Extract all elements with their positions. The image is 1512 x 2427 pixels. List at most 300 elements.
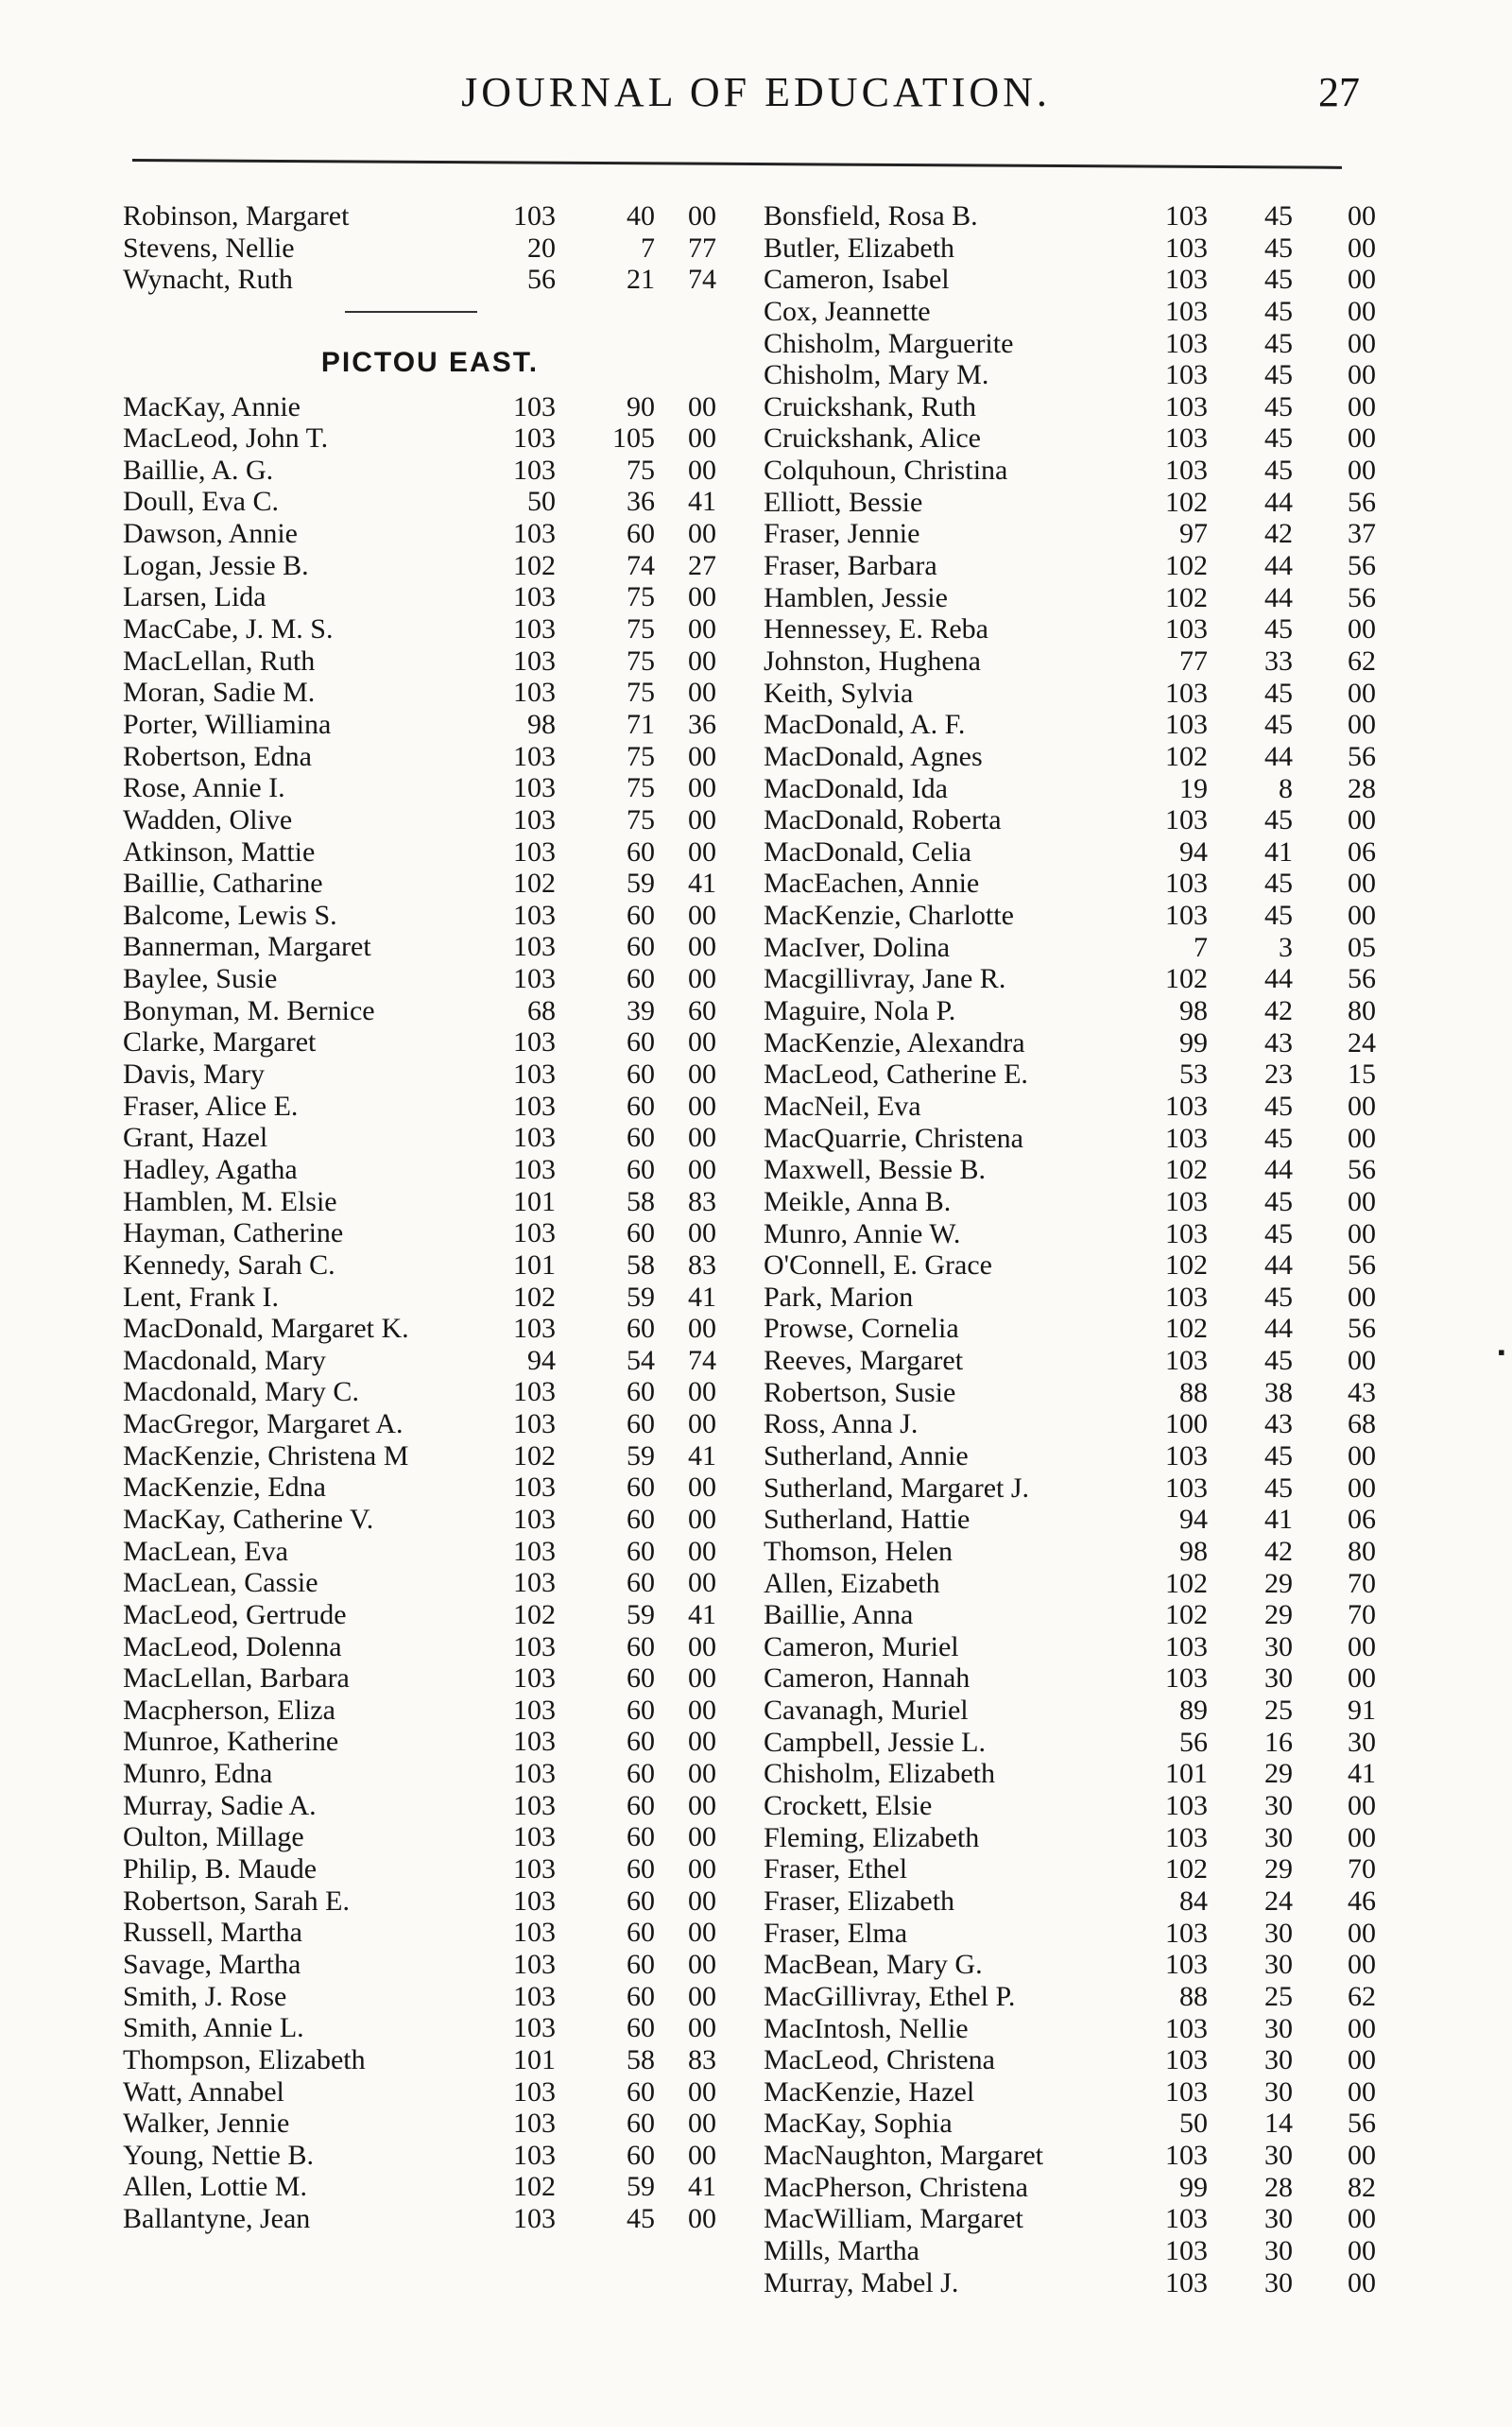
- entry-name: Maxwell, Bessie B.: [764, 1154, 986, 1186]
- entry-days: 103: [1165, 709, 1208, 741]
- entry-days: 103: [513, 1853, 556, 1885]
- entry-cents: 00: [1348, 1090, 1376, 1122]
- table-row: [764, 1249, 1387, 1282]
- entry-name: MacLeod, Dolenna: [123, 1630, 342, 1662]
- entry-name: Allen, Eizabeth: [764, 1567, 940, 1599]
- entry-cents: 00: [1348, 1472, 1376, 1504]
- table-row: [123, 995, 728, 1027]
- entry-name: MacKay, Sophia: [764, 2108, 953, 2140]
- table-row: [123, 1885, 728, 1918]
- entry-days: 103: [1165, 1122, 1208, 1154]
- entry-cents: 70: [1348, 1599, 1376, 1631]
- table-row: [764, 1790, 1387, 1822]
- entry-dollars: 45: [1264, 900, 1293, 932]
- entry-dollars: 75: [627, 677, 655, 709]
- entry-name: MacLellan, Barbara: [123, 1662, 350, 1695]
- entry-dollars: 44: [1264, 963, 1293, 995]
- table-row: [764, 328, 1387, 360]
- table-row: [123, 931, 728, 963]
- table-row: [764, 1758, 1387, 1790]
- entry-cents: 00: [1348, 2140, 1376, 2172]
- table-row: [123, 1059, 728, 1091]
- entry-days: 103: [1165, 1630, 1208, 1662]
- entry-cents: 00: [1348, 2075, 1376, 2108]
- entry-name: Walker, Jennie: [123, 2108, 290, 2140]
- entry-days: 102: [513, 549, 556, 581]
- entry-dollars: 30: [1264, 2044, 1293, 2076]
- table-row: [764, 1282, 1387, 1314]
- entry-cents: 27: [688, 549, 716, 581]
- entry-days: 102: [1165, 1249, 1208, 1282]
- entry-dollars: 75: [627, 645, 655, 677]
- entry-days: 89: [1179, 1695, 1208, 1727]
- entry-days: 103: [513, 1217, 556, 1249]
- right-list: [764, 200, 1387, 2298]
- entry-dollars: 60: [627, 1630, 655, 1662]
- entry-dollars: 60: [627, 963, 655, 995]
- entry-cents: 00: [1348, 1662, 1376, 1695]
- table-row: [764, 2267, 1387, 2299]
- table-row: [764, 359, 1387, 391]
- entry-cents: 80: [1348, 995, 1376, 1027]
- entry-cents: 00: [1348, 390, 1376, 422]
- entry-days: 103: [513, 1313, 556, 1345]
- entry-name: Prowse, Cornelia: [764, 1313, 959, 1345]
- entry-name: Davis, Mary: [123, 1059, 265, 1091]
- entry-name: Robertson, Edna: [123, 740, 312, 772]
- entry-cents: 00: [1348, 1790, 1376, 1822]
- entry-dollars: 60: [627, 931, 655, 963]
- entry-cents: 00: [688, 1059, 716, 1091]
- entry-dollars: 45: [1264, 232, 1293, 264]
- entry-days: 103: [513, 2203, 556, 2235]
- entry-cents: 00: [688, 390, 716, 422]
- section-heading: PICTOU EAST.: [320, 346, 540, 378]
- entry-dollars: 44: [1264, 581, 1293, 613]
- entry-days: 7: [1194, 931, 1208, 963]
- table-row: [764, 264, 1387, 296]
- entry-name: Macgillivray, Jane R.: [764, 963, 1006, 995]
- entry-dollars: 45: [1264, 327, 1293, 359]
- entry-dollars: 60: [627, 2108, 655, 2140]
- entry-cents: 00: [688, 1153, 716, 1185]
- entry-name: Philip, B. Maude: [123, 1853, 318, 1885]
- entry-name: Balcome, Lewis S.: [123, 899, 337, 931]
- entry-name: Baillie, Anna: [764, 1599, 914, 1631]
- entry-days: 102: [1165, 1853, 1208, 1885]
- entry-name: Stevens, Nellie: [123, 232, 295, 264]
- entry-cents: 00: [688, 613, 716, 645]
- entry-dollars: 60: [627, 1217, 655, 1249]
- entry-name: MacLean, Eva: [123, 1535, 288, 1567]
- entry-dollars: 60: [627, 1122, 655, 1154]
- entry-cents: 00: [1348, 1217, 1376, 1249]
- table-row: [123, 518, 728, 550]
- entry-days: 94: [527, 1344, 556, 1376]
- table-row: [123, 1821, 728, 1853]
- entry-days: 68: [527, 994, 556, 1026]
- entry-name: MacPherson, Christena: [764, 2171, 1028, 2203]
- entry-days: 98: [1179, 995, 1208, 1027]
- entry-cents: 56: [1348, 1154, 1376, 1186]
- entry-name: MacCabe, J. M. S.: [123, 613, 334, 645]
- entry-days: 103: [513, 1153, 556, 1185]
- table-row: [764, 1599, 1387, 1631]
- entry-days: 103: [513, 1376, 556, 1408]
- entry-days: 103: [1165, 677, 1208, 709]
- table-row: [764, 2203, 1387, 2235]
- table-row: [123, 264, 728, 296]
- entry-name: Watt, Annabel: [123, 2075, 284, 2108]
- entry-name: MacLeod, John T.: [123, 422, 329, 455]
- entry-name: Robertson, Sarah E.: [123, 1885, 350, 1917]
- table-row: [764, 2013, 1387, 2045]
- entry-name: MacLeod, Gertrude: [123, 1598, 347, 1630]
- entry-cents: 30: [1348, 1726, 1376, 1758]
- table-row: [764, 1727, 1387, 1759]
- entry-days: 88: [1179, 1376, 1208, 1408]
- table-row: [764, 200, 1387, 232]
- entry-dollars: 59: [627, 2171, 655, 2203]
- entry-dollars: 43: [1264, 1408, 1293, 1440]
- table-row: [764, 1504, 1387, 1536]
- entry-name: Rose, Annie I.: [123, 772, 285, 804]
- entry-days: 103: [513, 1408, 556, 1440]
- entry-cents: 00: [688, 1980, 716, 2012]
- table-row: [764, 391, 1387, 423]
- entry-cents: 00: [1348, 1345, 1376, 1377]
- entry-cents: 00: [1348, 868, 1376, 900]
- table-row: [764, 232, 1387, 265]
- table-row: [764, 1313, 1387, 1345]
- entry-days: 20: [527, 232, 556, 264]
- entry-name: Cavanagh, Muriel: [764, 1695, 969, 1727]
- entry-dollars: 29: [1264, 1567, 1293, 1599]
- entry-cents: 77: [688, 232, 716, 264]
- entry-days: 103: [1165, 422, 1208, 455]
- entry-dollars: 45: [1264, 455, 1293, 487]
- table-row: [764, 741, 1387, 773]
- entry-dollars: 75: [627, 454, 655, 486]
- entry-days: 53: [1179, 1059, 1208, 1091]
- entry-dollars: 105: [612, 422, 655, 455]
- entry-days: 103: [1165, 1281, 1208, 1313]
- entry-cents: 06: [1348, 1504, 1376, 1536]
- entry-dollars: 45: [1264, 1472, 1293, 1504]
- entry-name: Fleming, Elizabeth: [764, 1821, 980, 1853]
- entry-cents: 36: [688, 708, 716, 740]
- table-row: [764, 963, 1387, 995]
- entry-dollars: 30: [1264, 2012, 1293, 2044]
- table-row: [123, 200, 728, 232]
- entry-cents: 00: [688, 740, 716, 772]
- entry-cents: 62: [1348, 1980, 1376, 2012]
- entry-cents: 60: [688, 994, 716, 1026]
- entry-days: 103: [513, 2108, 556, 2140]
- entry-days: 103: [513, 454, 556, 486]
- entry-dollars: 42: [1264, 518, 1293, 550]
- entry-days: 103: [513, 803, 556, 835]
- table-row: [764, 1695, 1387, 1727]
- entry-cents: 00: [1348, 1122, 1376, 1154]
- entry-days: 103: [1165, 900, 1208, 932]
- entry-cents: 00: [1348, 2012, 1376, 2044]
- entry-days: 103: [513, 677, 556, 709]
- entry-days: 103: [1165, 1090, 1208, 1122]
- table-row: [123, 550, 728, 582]
- entry-days: 103: [513, 422, 556, 455]
- table-row: [764, 550, 1387, 582]
- table-row: [764, 900, 1387, 932]
- entry-dollars: 45: [1264, 677, 1293, 709]
- entry-name: Cameron, Isabel: [764, 264, 950, 296]
- entry-dollars: 45: [1264, 1439, 1293, 1472]
- entry-cents: 00: [688, 1917, 716, 1949]
- entry-cents: 00: [688, 835, 716, 868]
- entry-days: 103: [1165, 2140, 1208, 2172]
- entry-dollars: 25: [1264, 1695, 1293, 1727]
- entry-days: 100: [1165, 1408, 1208, 1440]
- entry-dollars: 30: [1264, 1917, 1293, 1949]
- entry-name: Hamblen, Jessie: [764, 581, 948, 613]
- entry-dollars: 59: [627, 1598, 655, 1630]
- entry-name: Bannerman, Margaret: [123, 931, 371, 963]
- entry-cents: 00: [688, 1090, 716, 1122]
- entry-days: 101: [513, 1185, 556, 1217]
- entry-cents: 00: [688, 200, 716, 232]
- entry-days: 103: [1165, 1345, 1208, 1377]
- entry-dollars: 43: [1264, 1026, 1293, 1059]
- entry-name: Colquhoun, Christina: [764, 455, 1008, 487]
- entry-dollars: 40: [627, 200, 655, 232]
- entry-name: Fraser, Elma: [764, 1917, 908, 1949]
- entry-dollars: 71: [627, 708, 655, 740]
- entry-dollars: 75: [627, 803, 655, 835]
- entry-name: MacEachen, Annie: [764, 868, 980, 900]
- entry-days: 99: [1179, 1026, 1208, 1059]
- table-row: [764, 2235, 1387, 2267]
- entry-name: Fraser, Jennie: [764, 518, 920, 550]
- entry-dollars: 60: [627, 1948, 655, 1980]
- entry-dollars: 60: [627, 1726, 655, 1758]
- entry-days: 103: [1165, 2266, 1208, 2298]
- entry-dollars: 45: [1264, 264, 1293, 296]
- entry-name: MacDonald, Celia: [764, 835, 971, 868]
- entry-cents: 00: [688, 2075, 716, 2108]
- table-row: [123, 2012, 728, 2044]
- entry-dollars: 45: [1264, 613, 1293, 645]
- entry-days: 19: [1179, 772, 1208, 804]
- table-row: [764, 1918, 1387, 1950]
- entry-days: 103: [1165, 1821, 1208, 1853]
- entry-days: 103: [513, 2139, 556, 2171]
- table-row: [764, 2108, 1387, 2140]
- entry-cents: 41: [688, 1598, 716, 1630]
- entry-days: 103: [513, 1726, 556, 1758]
- entry-days: 77: [1179, 645, 1208, 677]
- entry-cents: 00: [1348, 200, 1376, 232]
- table-row: [764, 995, 1387, 1027]
- table-row: [123, 1186, 728, 1218]
- entry-days: 103: [513, 645, 556, 677]
- entry-dollars: 41: [1264, 1504, 1293, 1536]
- entry-cents: 68: [1348, 1408, 1376, 1440]
- entry-name: Cameron, Muriel: [764, 1630, 959, 1662]
- entry-days: 103: [1165, 359, 1208, 391]
- entry-name: Chisholm, Mary M.: [764, 359, 989, 391]
- entry-cents: 83: [688, 1185, 716, 1217]
- entry-cents: 00: [688, 1662, 716, 1695]
- entry-dollars: 60: [627, 1694, 655, 1726]
- entry-name: Hadley, Agatha: [123, 1153, 298, 1185]
- table-row: [764, 2172, 1387, 2204]
- entry-dollars: 60: [627, 1313, 655, 1345]
- entry-dollars: 45: [1264, 422, 1293, 455]
- table-row: [764, 804, 1387, 836]
- entry-days: 103: [513, 1948, 556, 1980]
- table-row: [764, 1059, 1387, 1091]
- table-row: [764, 932, 1387, 964]
- entry-name: Russell, Martha: [123, 1917, 302, 1949]
- entry-cents: 00: [688, 2012, 716, 2044]
- entry-days: 103: [513, 1630, 556, 1662]
- entry-dollars: 60: [627, 2075, 655, 2108]
- entry-cents: 00: [688, 1026, 716, 1059]
- table-row: [764, 1408, 1387, 1440]
- entry-name: Munro, Edna: [123, 1758, 273, 1790]
- table-row: [764, 1662, 1387, 1695]
- entry-days: 98: [1179, 1535, 1208, 1567]
- entry-days: 103: [1165, 2012, 1208, 2044]
- table-row: [123, 772, 728, 804]
- entry-days: 103: [1165, 868, 1208, 900]
- entry-cents: 41: [688, 486, 716, 518]
- entry-dollars: 60: [627, 1026, 655, 1059]
- table-row: [764, 1568, 1387, 1600]
- table-row: [123, 1282, 728, 1314]
- table-row: [123, 581, 728, 613]
- entry-dollars: 16: [1264, 1726, 1293, 1758]
- table-row: [764, 1853, 1387, 1885]
- entry-name: MacKenzie, Hazel: [764, 2075, 975, 2108]
- entry-cents: 00: [688, 422, 716, 455]
- entry-cents: 00: [688, 1567, 716, 1599]
- table-row: [123, 1599, 728, 1631]
- entry-name: Doull, Eva C.: [123, 486, 279, 518]
- entry-dollars: 60: [627, 1376, 655, 1408]
- entry-dollars: 58: [627, 2043, 655, 2075]
- table-row: [123, 709, 728, 741]
- entry-dollars: 24: [1264, 1885, 1293, 1917]
- entry-dollars: 29: [1264, 1758, 1293, 1790]
- entry-name: Macpherson, Eliza: [123, 1694, 335, 1726]
- table-row: [764, 868, 1387, 900]
- entry-name: MacDonald, Roberta: [764, 804, 1002, 836]
- entry-days: 103: [513, 835, 556, 868]
- entry-name: Hamblen, M. Elsie: [123, 1185, 337, 1217]
- table-row: [123, 2044, 728, 2076]
- entry-name: Crockett, Elsie: [764, 1790, 933, 1822]
- entry-name: Moran, Sadie M.: [123, 677, 316, 709]
- entry-name: O'Connell, E. Grace: [764, 1249, 992, 1282]
- entry-cents: 00: [688, 1789, 716, 1821]
- entry-cents: 56: [1348, 1249, 1376, 1282]
- entry-name: Fraser, Elizabeth: [764, 1885, 955, 1917]
- entry-name: Johnston, Hughena: [764, 645, 981, 677]
- table-row: [123, 1504, 728, 1536]
- entry-cents: 00: [688, 1726, 716, 1758]
- entry-name: MacDonald, Ida: [764, 772, 948, 804]
- entry-dollars: 39: [627, 994, 655, 1026]
- entry-cents: 80: [1348, 1535, 1376, 1567]
- table-row: [123, 677, 728, 709]
- entry-cents: 56: [1348, 740, 1376, 772]
- entry-name: Fraser, Ethel: [764, 1853, 908, 1885]
- entry-dollars: 60: [627, 518, 655, 550]
- entry-days: 94: [1179, 1504, 1208, 1536]
- entry-name: Ballantyne, Jean: [123, 2203, 311, 2235]
- entry-name: Thompson, Elizabeth: [123, 2043, 366, 2075]
- entry-cents: 00: [1348, 422, 1376, 455]
- table-row: [123, 1536, 728, 1568]
- entry-days: 103: [513, 740, 556, 772]
- entry-days: 103: [513, 581, 556, 613]
- entry-name: Baillie, Catharine: [123, 868, 323, 900]
- table-row: [123, 1662, 728, 1695]
- entry-cents: 00: [1348, 2203, 1376, 2235]
- entry-days: 103: [513, 1694, 556, 1726]
- entry-days: 102: [513, 1281, 556, 1313]
- entry-dollars: 54: [627, 1344, 655, 1376]
- header-rule: [132, 159, 1342, 169]
- table-row: [764, 2140, 1387, 2172]
- entry-name: MacGillivray, Ethel P.: [764, 1980, 1016, 2012]
- entry-name: Robinson, Margaret: [123, 200, 350, 232]
- table-row: [123, 1567, 728, 1599]
- table-row: [764, 1885, 1387, 1918]
- entry-cents: 00: [688, 2108, 716, 2140]
- table-row: [764, 836, 1387, 869]
- entry-dollars: 60: [627, 1758, 655, 1790]
- entry-days: 103: [513, 1535, 556, 1567]
- entry-cents: 00: [688, 1535, 716, 1567]
- entry-cents: 00: [1348, 232, 1376, 264]
- entry-name: Logan, Jessie B.: [123, 549, 309, 581]
- entry-name: Atkinson, Mattie: [123, 835, 316, 868]
- entry-name: Allen, Lottie M.: [123, 2171, 307, 2203]
- entry-dollars: 60: [627, 1662, 655, 1695]
- entry-dollars: 45: [1264, 359, 1293, 391]
- entry-dollars: 60: [627, 1821, 655, 1853]
- entry-dollars: 30: [1264, 1821, 1293, 1853]
- entry-name: Porter, Williamina: [123, 708, 332, 740]
- entry-cents: 00: [1348, 1949, 1376, 1981]
- entry-days: 50: [1179, 2108, 1208, 2140]
- entry-days: 103: [513, 518, 556, 550]
- entry-dollars: 36: [627, 486, 655, 518]
- entry-days: 103: [1165, 200, 1208, 232]
- entry-cents: 00: [1348, 1630, 1376, 1662]
- entry-dollars: 60: [627, 1153, 655, 1185]
- entry-dollars: 45: [1264, 200, 1293, 232]
- table-row: [764, 1949, 1387, 1981]
- entry-cents: 41: [688, 1439, 716, 1472]
- entry-days: 88: [1179, 1980, 1208, 2012]
- entry-name: Bonyman, M. Bernice: [123, 994, 375, 1026]
- entry-name: MacKenzie, Edna: [123, 1472, 326, 1504]
- entry-name: MacKay, Annie: [123, 390, 301, 422]
- entry-name: Chisholm, Marguerite: [764, 327, 1014, 359]
